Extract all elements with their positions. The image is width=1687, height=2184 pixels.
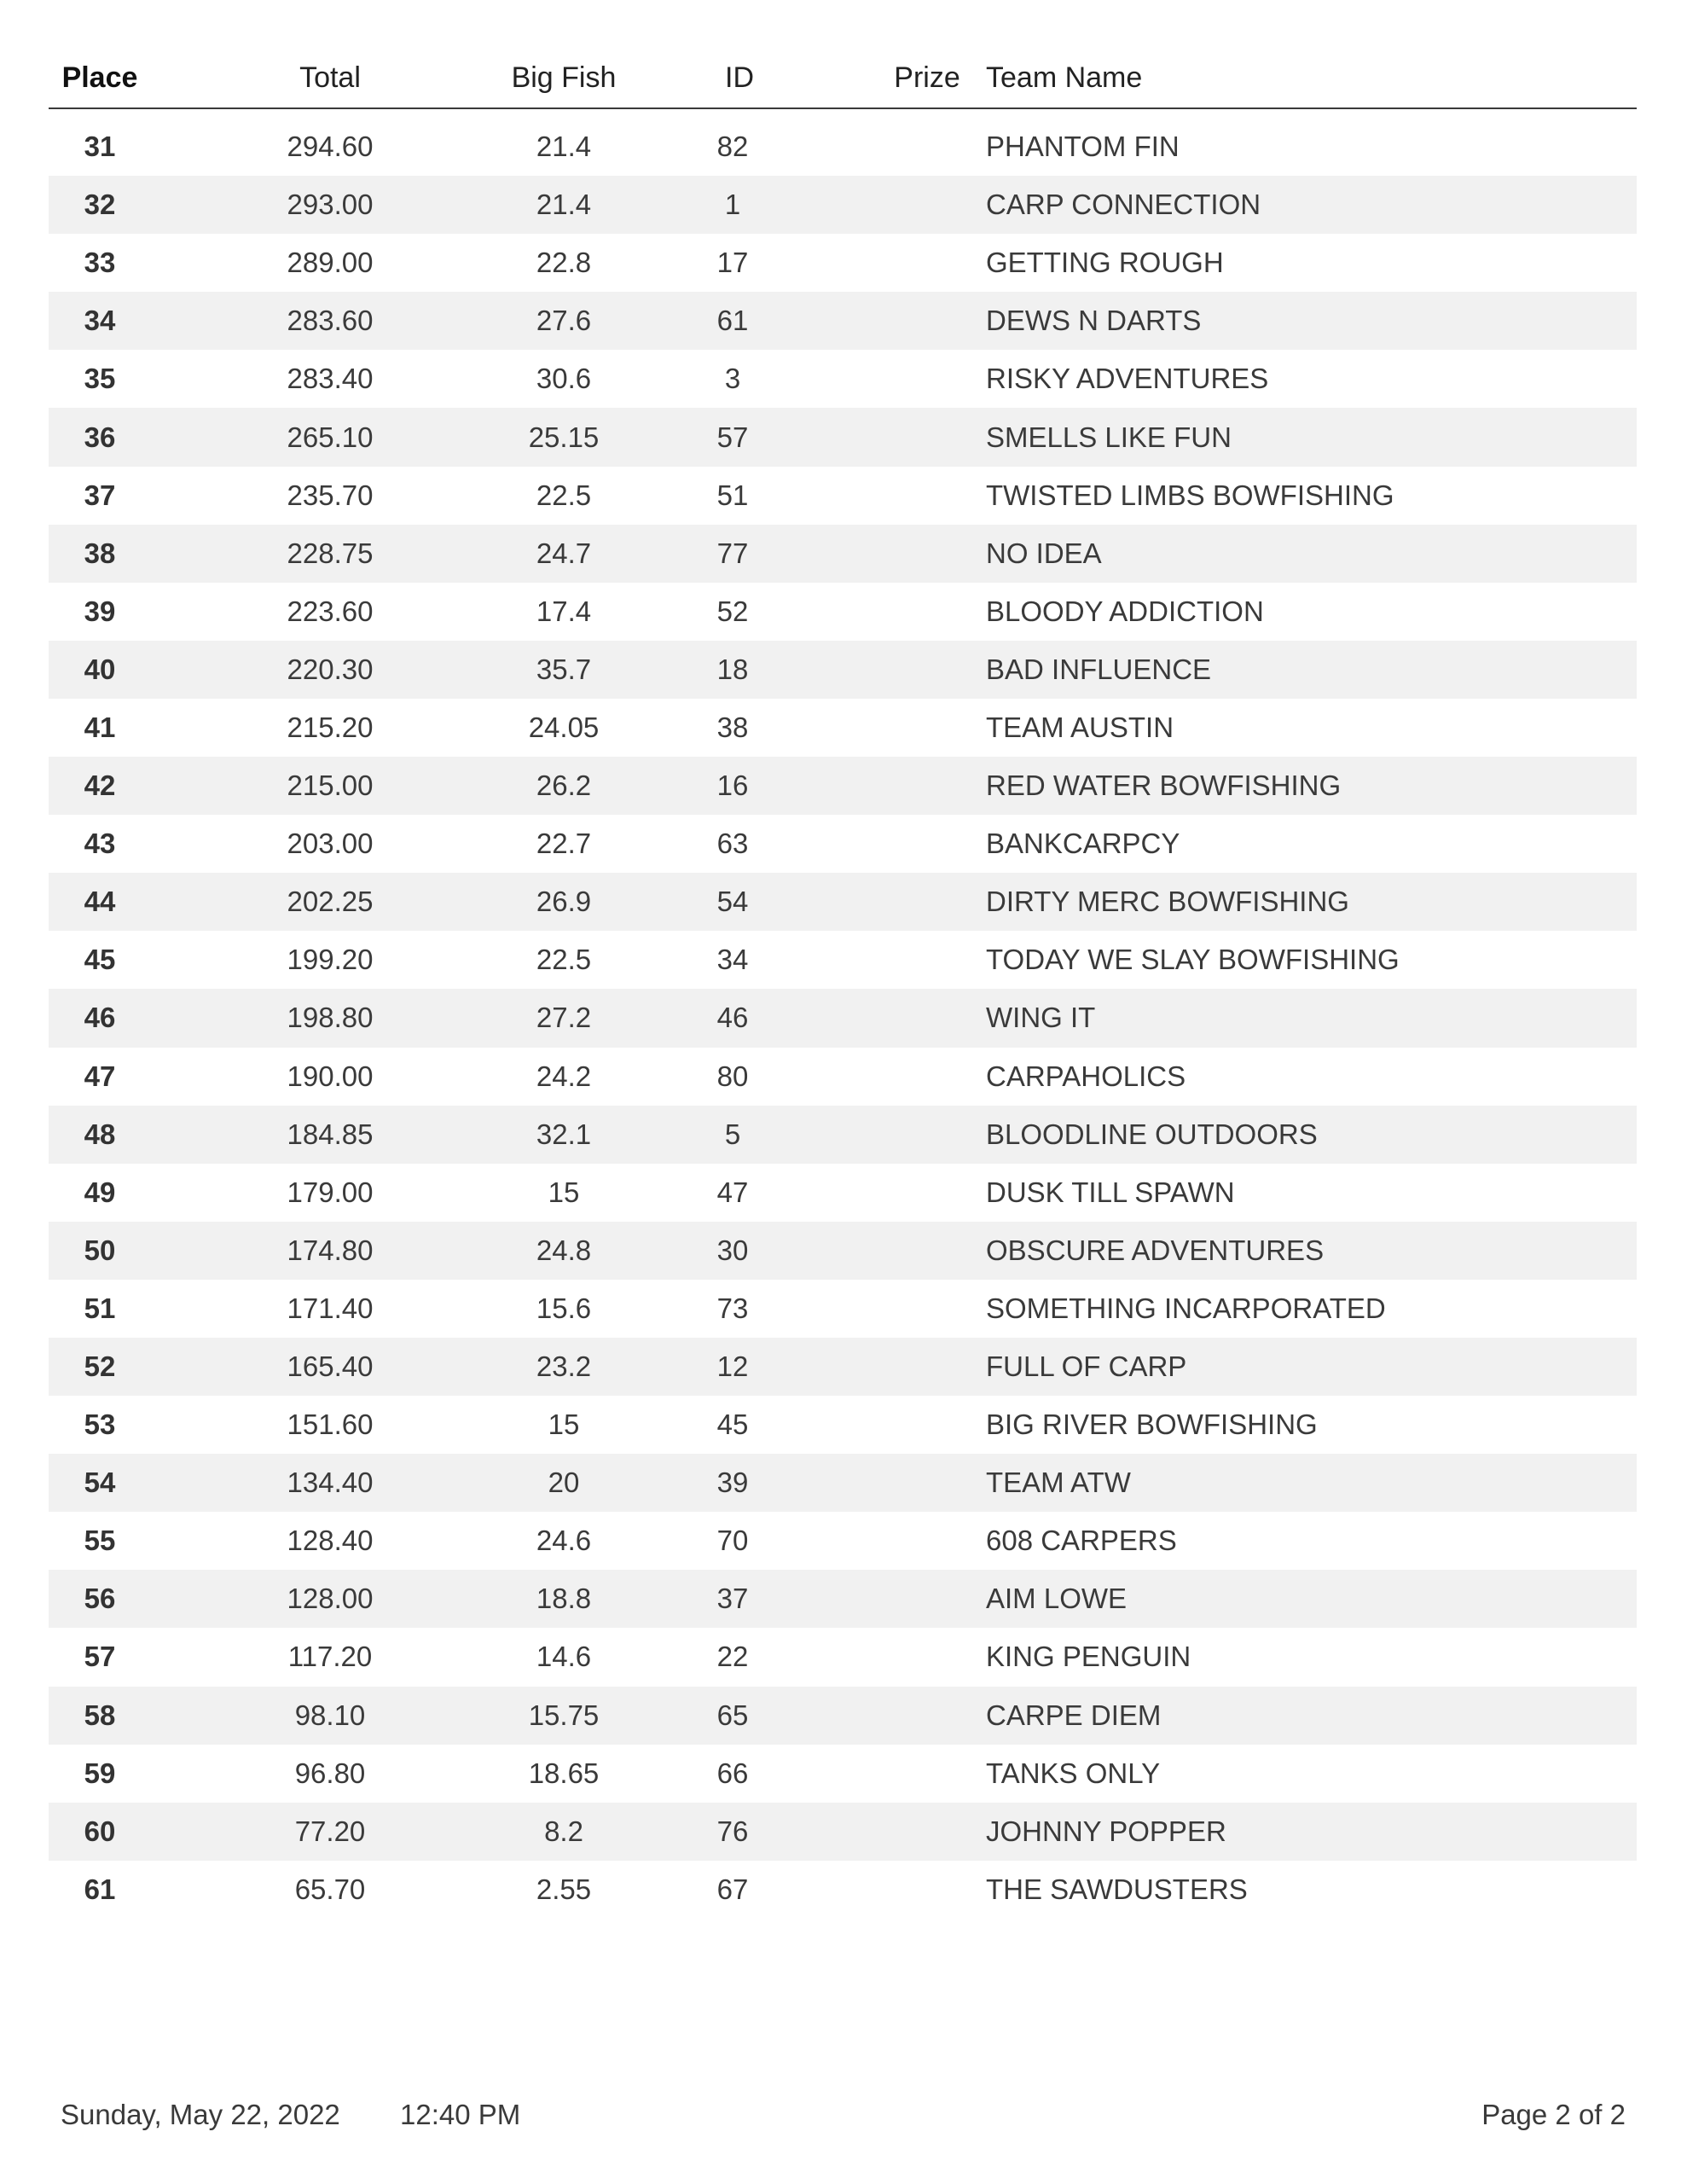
cell-place: 35 — [84, 363, 116, 395]
cell-team-name: TODAY WE SLAY BOWFISHING — [986, 944, 1400, 976]
cell-total: 294.60 — [287, 131, 374, 163]
cell-place: 59 — [84, 1757, 116, 1789]
cell-total: 98.10 — [294, 1699, 366, 1731]
cell-team-name: TANKS ONLY — [986, 1757, 1161, 1789]
cell-total: 215.20 — [287, 711, 374, 743]
cell-big-fish: 20 — [548, 1467, 580, 1499]
table-row — [49, 1687, 1637, 1745]
cell-big-fish: 24.05 — [528, 711, 600, 743]
header-prize: Prize — [894, 61, 960, 94]
footer-time: 12:40 PM — [400, 2099, 521, 2130]
table-row — [49, 525, 1637, 583]
cell-team-name: BLOODLINE OUTDOORS — [986, 1118, 1318, 1150]
cell-big-fish: 23.2 — [536, 1350, 592, 1383]
cell-team-name: KING PENGUIN — [986, 1641, 1191, 1673]
cell-place: 44 — [84, 886, 116, 918]
cell-id: 70 — [716, 1525, 749, 1557]
header-spacer — [49, 109, 1637, 118]
cell-place: 43 — [84, 828, 116, 860]
table-row — [49, 1222, 1637, 1280]
cell-team-name: CARPAHOLICS — [986, 1060, 1186, 1092]
cell-team-name: RISKY ADVENTURES — [986, 363, 1269, 395]
cell-total: 184.85 — [287, 1118, 374, 1150]
table-row — [49, 1454, 1637, 1512]
cell-id: 82 — [716, 131, 749, 163]
cell-place: 38 — [84, 537, 116, 569]
cell-team-name: DUSK TILL SPAWN — [986, 1176, 1235, 1208]
cell-big-fish: 27.2 — [536, 1002, 592, 1034]
cell-total: 151.60 — [287, 1409, 374, 1441]
cell-team-name: OBSCURE ADVENTURES — [986, 1234, 1325, 1266]
cell-total: 134.40 — [287, 1467, 374, 1499]
cell-id: 76 — [716, 1815, 749, 1847]
header-big-fish: Big Fish — [511, 61, 617, 94]
table-row — [49, 1803, 1637, 1861]
cell-big-fish: 24.6 — [536, 1525, 592, 1557]
cell-total: 223.60 — [287, 595, 374, 627]
table-row — [49, 1106, 1637, 1164]
cell-total: 293.00 — [287, 189, 374, 221]
cell-id: 66 — [716, 1757, 749, 1789]
cell-big-fish: 22.8 — [536, 247, 592, 279]
cell-total: 190.00 — [287, 1060, 374, 1092]
cell-big-fish: 2.55 — [536, 1873, 592, 1905]
cell-id: 51 — [716, 479, 749, 511]
cell-id: 34 — [716, 944, 749, 976]
cell-big-fish: 15.6 — [536, 1292, 592, 1324]
table-body — [49, 118, 1637, 1919]
cell-total: 174.80 — [287, 1234, 374, 1266]
cell-place: 40 — [84, 653, 116, 685]
cell-id: 52 — [716, 595, 749, 627]
footer-date: Sunday, May 22, 2022 — [61, 2099, 340, 2130]
cell-place: 56 — [84, 1583, 116, 1615]
cell-place: 48 — [84, 1118, 116, 1150]
cell-big-fish: 22.5 — [536, 944, 592, 976]
cell-big-fish: 35.7 — [536, 653, 592, 685]
cell-big-fish: 15.75 — [528, 1699, 600, 1731]
cell-big-fish: 15 — [548, 1176, 580, 1208]
cell-id: 57 — [716, 421, 749, 453]
page-footer — [0, 2099, 1687, 2150]
cell-id: 17 — [716, 247, 749, 279]
cell-place: 49 — [84, 1176, 116, 1208]
table-row — [49, 873, 1637, 931]
cell-total: 265.10 — [287, 421, 374, 453]
table-row — [49, 1280, 1637, 1338]
cell-place: 61 — [84, 1873, 116, 1905]
cell-id: 47 — [716, 1176, 749, 1208]
cell-big-fish: 17.4 — [536, 595, 592, 627]
table-row — [49, 1512, 1637, 1570]
cell-team-name: TEAM ATW — [986, 1467, 1131, 1499]
cell-big-fish: 32.1 — [536, 1118, 592, 1150]
cell-big-fish: 21.4 — [536, 189, 592, 221]
cell-place: 53 — [84, 1409, 116, 1441]
cell-id: 12 — [716, 1350, 749, 1383]
cell-total: 203.00 — [287, 828, 374, 860]
cell-big-fish: 24.7 — [536, 537, 592, 569]
cell-big-fish: 26.2 — [536, 770, 592, 802]
table-row — [49, 408, 1637, 466]
cell-total: 283.40 — [287, 363, 374, 395]
cell-total: 220.30 — [287, 653, 374, 685]
table-row — [49, 757, 1637, 815]
header-place: Place — [61, 61, 138, 94]
cell-total: 228.75 — [287, 537, 374, 569]
cell-id: 18 — [716, 653, 749, 685]
cell-id: 30 — [716, 1234, 749, 1266]
cell-team-name: JOHNNY POPPER — [986, 1815, 1226, 1847]
cell-big-fish: 21.4 — [536, 131, 592, 163]
cell-place: 39 — [84, 595, 116, 627]
cell-total: 165.40 — [287, 1350, 374, 1383]
cell-team-name: GETTING ROUGH — [986, 247, 1224, 279]
cell-team-name: BIG RIVER BOWFISHING — [986, 1409, 1318, 1441]
cell-team-name: CARPE DIEM — [986, 1699, 1162, 1731]
cell-place: 52 — [84, 1350, 116, 1383]
cell-team-name: DIRTY MERC BOWFISHING — [986, 886, 1349, 918]
table-row — [49, 931, 1637, 989]
cell-place: 51 — [84, 1292, 116, 1324]
table-row — [49, 176, 1637, 234]
cell-id: 37 — [716, 1583, 749, 1615]
cell-place: 31 — [84, 131, 116, 163]
cell-id: 54 — [716, 886, 749, 918]
table-row — [49, 699, 1637, 757]
cell-place: 47 — [84, 1060, 116, 1092]
table-row — [49, 641, 1637, 699]
table-row — [49, 292, 1637, 350]
cell-total: 179.00 — [287, 1176, 374, 1208]
cell-team-name: SMELLS LIKE FUN — [986, 421, 1232, 453]
cell-big-fish: 14.6 — [536, 1641, 592, 1673]
cell-id: 63 — [716, 828, 749, 860]
cell-big-fish: 18.8 — [536, 1583, 592, 1615]
cell-big-fish: 22.7 — [536, 828, 592, 860]
cell-id: 3 — [724, 363, 741, 395]
cell-total: 77.20 — [294, 1815, 366, 1847]
cell-id: 5 — [724, 1118, 741, 1150]
cell-place: 55 — [84, 1525, 116, 1557]
cell-id: 22 — [716, 1641, 749, 1673]
cell-place: 58 — [84, 1699, 116, 1731]
cell-team-name: CARP CONNECTION — [986, 189, 1261, 221]
cell-id: 38 — [716, 711, 749, 743]
cell-big-fish: 24.8 — [536, 1234, 592, 1266]
table-row — [49, 1628, 1637, 1686]
cell-total: 128.00 — [287, 1583, 374, 1615]
cell-team-name: BAD INFLUENCE — [986, 653, 1212, 685]
table-row — [49, 1745, 1637, 1803]
cell-big-fish: 8.2 — [544, 1815, 583, 1847]
cell-id: 61 — [716, 305, 749, 337]
cell-team-name: AIM LOWE — [986, 1583, 1128, 1615]
cell-big-fish: 15 — [548, 1409, 580, 1441]
cell-team-name: BANKCARPCY — [986, 828, 1180, 860]
cell-id: 73 — [716, 1292, 749, 1324]
cell-id: 45 — [716, 1409, 749, 1441]
table-row — [49, 118, 1637, 176]
table-row — [49, 1396, 1637, 1454]
cell-team-name: 608 CARPERS — [986, 1525, 1177, 1557]
cell-team-name: TEAM AUSTIN — [986, 711, 1174, 743]
cell-big-fish: 25.15 — [528, 421, 600, 453]
cell-place: 42 — [84, 770, 116, 802]
cell-total: 65.70 — [294, 1873, 366, 1905]
cell-team-name: PHANTOM FIN — [986, 131, 1180, 163]
cell-team-name: TWISTED LIMBS BOWFISHING — [986, 479, 1394, 511]
cell-total: 289.00 — [287, 247, 374, 279]
table-row — [49, 350, 1637, 408]
cell-place: 33 — [84, 247, 116, 279]
cell-id: 46 — [716, 1002, 749, 1034]
cell-big-fish: 18.65 — [528, 1757, 600, 1789]
cell-place: 41 — [84, 711, 116, 743]
cell-team-name: FULL OF CARP — [986, 1350, 1187, 1383]
cell-team-name: BLOODY ADDICTION — [986, 595, 1264, 627]
cell-place: 45 — [84, 944, 116, 976]
cell-big-fish: 27.6 — [536, 305, 592, 337]
cell-id: 77 — [716, 537, 749, 569]
cell-id: 80 — [716, 1060, 749, 1092]
footer-page-number: Page 2 of 2 — [1481, 2099, 1626, 2130]
table-row — [49, 815, 1637, 873]
cell-place: 37 — [84, 479, 116, 511]
table-row — [49, 1338, 1637, 1396]
cell-total: 235.70 — [287, 479, 374, 511]
cell-total: 283.60 — [287, 305, 374, 337]
cell-team-name: THE SAWDUSTERS — [986, 1873, 1248, 1905]
cell-total: 215.00 — [287, 770, 374, 802]
cell-place: 60 — [84, 1815, 116, 1847]
cell-team-name: RED WATER BOWFISHING — [986, 770, 1342, 802]
cell-total: 202.25 — [287, 886, 374, 918]
cell-total: 199.20 — [287, 944, 374, 976]
cell-id: 39 — [716, 1467, 749, 1499]
cell-team-name: NO IDEA — [986, 537, 1102, 569]
cell-big-fish: 30.6 — [536, 363, 592, 395]
cell-team-name: WING IT — [986, 1002, 1096, 1034]
table-row — [49, 1164, 1637, 1222]
table-row — [49, 583, 1637, 641]
cell-place: 32 — [84, 189, 116, 221]
cell-team-name: DEWS N DARTS — [986, 305, 1202, 337]
cell-total: 171.40 — [287, 1292, 374, 1324]
cell-place: 50 — [84, 1234, 116, 1266]
cell-total: 117.20 — [287, 1641, 373, 1673]
table-row — [49, 989, 1637, 1047]
cell-big-fish: 24.2 — [536, 1060, 592, 1092]
cell-big-fish: 22.5 — [536, 479, 592, 511]
cell-total: 198.80 — [287, 1002, 374, 1034]
table-row — [49, 234, 1637, 292]
header-total: Total — [299, 61, 361, 94]
table-row — [49, 1048, 1637, 1106]
cell-place: 36 — [84, 421, 116, 453]
cell-id: 1 — [724, 189, 741, 221]
cell-id: 67 — [716, 1873, 749, 1905]
cell-id: 65 — [716, 1699, 749, 1731]
table-row — [49, 1861, 1637, 1919]
cell-total: 128.40 — [287, 1525, 374, 1557]
cell-place: 46 — [84, 1002, 116, 1034]
cell-place: 34 — [84, 305, 116, 337]
table-row — [49, 1570, 1637, 1628]
table-header — [49, 51, 1637, 109]
results-table — [49, 51, 1637, 1919]
header-id: ID — [725, 61, 754, 94]
cell-id: 16 — [716, 770, 749, 802]
cell-team-name: SOMETHING INCARPORATED — [986, 1292, 1386, 1324]
table-row — [49, 467, 1637, 525]
cell-place: 57 — [84, 1641, 116, 1673]
cell-total: 96.80 — [294, 1757, 366, 1789]
header-team-name: Team Name — [986, 61, 1143, 94]
cell-place: 54 — [84, 1467, 116, 1499]
cell-big-fish: 26.9 — [536, 886, 592, 918]
